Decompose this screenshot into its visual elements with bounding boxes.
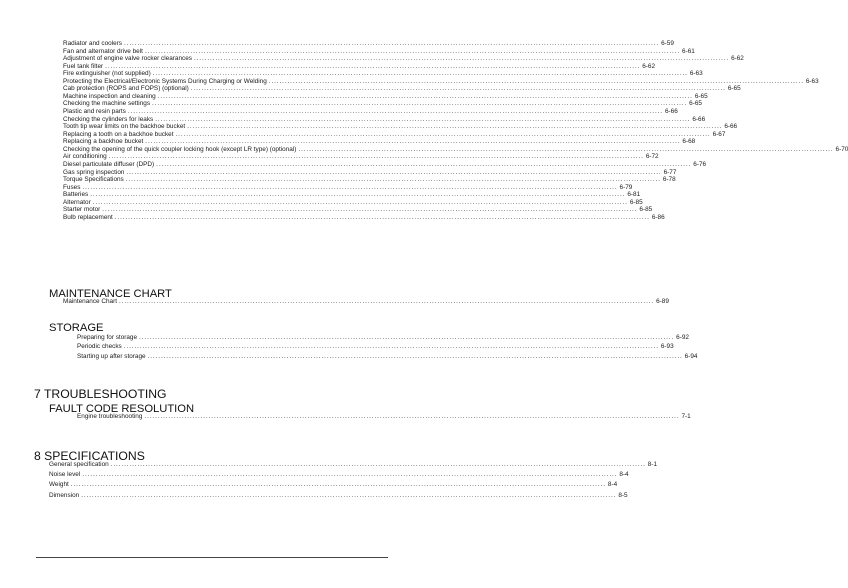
toc-entry[interactable] (49, 481, 618, 489)
toc-leader: ........................................................................................................................................................................................................ (190, 85, 726, 93)
toc-leader: ........................................................................................................................................................................................................ (152, 70, 688, 78)
toc-entry-page: 6-59 (661, 40, 674, 47)
toc-entry-title: Checking the cylinders for leaks (63, 115, 154, 123)
toc-leader: ........................................................................................................................................................................................................ (268, 77, 804, 85)
toc-entry-page: 6-85 (629, 198, 643, 206)
toc-entry[interactable] (49, 461, 658, 469)
section-heading-fault-code-resolution: FAULT CODE RESOLUTION (49, 403, 195, 415)
toc-entry-title: Starting up after storage (77, 352, 146, 360)
toc-leader: ........................................................................................................................................................................................................ (82, 183, 618, 191)
toc-leader: ........................................................................................................................................................................................................ (123, 343, 659, 351)
toc-entry-title: Fuel tank filter (63, 62, 104, 70)
toc-entry-title: Diesel particulate diffuser (DPD) (63, 160, 155, 168)
toc-entry-title: Dimension (49, 491, 80, 499)
toc-entry[interactable] (77, 343, 674, 351)
toc-entry-title: Weight (49, 481, 69, 489)
toc-entry-title: Fan and alternator drive belt (63, 47, 143, 55)
chapter-heading-7: 7 TROUBLESHOOTING (34, 387, 167, 401)
toc-entry-page: 8-1 (647, 461, 658, 468)
toc-entry-page: 6-65 (689, 100, 702, 108)
toc-entry-title: Batteries (63, 191, 89, 199)
toc-entry-page: 6-93 (660, 343, 674, 351)
toc-leader: ........................................................................................................................................................................................................ (110, 461, 646, 468)
toc-entry-title: Replacing a backhoe bucket (63, 138, 144, 146)
toc-entry[interactable] (63, 213, 665, 222)
toc-entry[interactable] (49, 491, 628, 500)
toc-entry-page: 6-65 (727, 85, 741, 93)
toc-entry-title: Starter motor (63, 206, 101, 214)
toc-entry-title: Replacing a tooth on a backhoe bucket (63, 130, 174, 138)
toc-entry-page: 6-94 (684, 352, 698, 360)
toc-entry-page: 6-66 (724, 123, 738, 131)
toc-entry-page: 6-76 (693, 160, 707, 168)
toc-leader: ........................................................................................................................................................................................................ (139, 334, 675, 341)
toc-entry-title: Air conditioning (63, 153, 107, 161)
toc-leader: ........................................................................................................................................................................................................ (157, 92, 693, 100)
toc-entry-page: 6-86 (651, 213, 665, 221)
footer-rule (36, 557, 388, 558)
toc-entry-title: Preparing for storage (77, 334, 138, 341)
toc-entry-page: 8-4 (607, 481, 618, 489)
toc-entry-title: Protecting the Electrical/Electronic Systems During Charging or Welding (63, 77, 267, 85)
toc-entry-page: 7-1 (681, 413, 691, 420)
toc-entry[interactable] (63, 298, 669, 306)
toc-entry-page: 6-77 (663, 168, 677, 176)
toc-leader: ........................................................................................................................................................................................................ (119, 298, 655, 305)
toc-leader: ........................................................................................................................................................................................................ (102, 206, 638, 214)
toc-entry-title: Adjustment of engine valve rocker clearances (63, 55, 192, 63)
toc-leader: ........................................................................................................................................................................................................ (298, 145, 834, 153)
toc-entry-page: 8-4 (619, 471, 629, 479)
toc-entry-title: Checking the opening of the quick coupler locking hook (except LR type) (optional) (63, 145, 297, 153)
toc-leader: ........................................................................................................................................................................................................ (82, 471, 618, 479)
toc-leader: ........................................................................................................................................................................................................ (105, 62, 641, 70)
toc-entry-page: 6-62 (731, 55, 744, 63)
toc-leader: ........................................................................................................................................................................................................ (108, 153, 644, 161)
toc-entry-page: 6-63 (689, 70, 703, 78)
toc-entry-page: 6-79 (619, 183, 633, 191)
toc-leader: ........................................................................................................................................................................................................ (90, 191, 626, 199)
toc-entry[interactable] (77, 413, 691, 421)
toc-leader: ........................................................................................................................................................................................................ (152, 100, 688, 108)
toc-entry-title: Bulb replacement (63, 213, 113, 221)
toc-leader: ........................................................................................................................................................................................................ (125, 176, 661, 184)
toc-entry-page: 6-62 (642, 62, 656, 70)
toc-leader: ........................................................................................................................................................................................................ (175, 130, 711, 138)
toc-entry-title: Machine inspection and cleaning (63, 92, 156, 100)
toc-entry-title: Alternator (63, 198, 91, 206)
toc-leader: ........................................................................................................................................................................................................ (193, 55, 730, 63)
toc-entry-title: Maintenance Chart (63, 298, 117, 305)
toc-entry-page: 6-65 (694, 92, 708, 100)
toc-leader: ........................................................................................................................................................................................................ (81, 491, 617, 499)
section-heading-storage: STORAGE (49, 322, 104, 334)
toc-entry-page: 6-72 (645, 153, 659, 161)
toc-entry-title: Plastic and resin parts (63, 108, 126, 116)
toc-entry-page: 6-92 (676, 334, 689, 341)
toc-leader: ........................................................................................................................................................................................................ (114, 213, 650, 221)
toc-entry-title: Checking the machine settings (63, 100, 151, 108)
toc-entry-title: Periodic checks (77, 343, 122, 351)
toc-entry-page: 6-67 (712, 130, 726, 138)
toc-leader: ........................................................................................................................................................................................................ (155, 115, 691, 123)
toc-entry[interactable] (77, 352, 698, 361)
toc-entry-page: 6-85 (639, 206, 653, 214)
toc-entry-title: Cab protection (ROPS and FOPS) (optional) (63, 85, 189, 93)
toc-entry-title: Torque Specifications (63, 176, 124, 184)
toc-leader: ........................................................................................................................................................................................................ (145, 138, 681, 146)
toc-entry-title: Radiator and coolers (63, 40, 122, 47)
toc-entry-title: Noise level (49, 471, 81, 479)
toc-entry-title: Gas spring inspection (63, 168, 125, 176)
toc-leader: ........................................................................................................................................................................................................ (144, 47, 681, 55)
toc-leader: ........................................................................................................................................................................................................ (144, 413, 680, 420)
toc-entry-page: 6-78 (662, 176, 676, 184)
toc-entry-title: Fuses (63, 183, 81, 191)
toc-leader: ........................................................................................................................................................................................................ (156, 160, 692, 168)
section-heading-maintenance-chart: MAINTENANCE CHART (49, 288, 172, 300)
toc-entry-page: 6-66 (664, 108, 678, 116)
toc-entry-page: 6-63 (805, 77, 819, 85)
toc-leader: ........................................................................................................................................................................................................ (123, 40, 660, 47)
toc-leader: ........................................................................................................................................................................................................ (127, 108, 663, 116)
toc-entry-page: 6-70 (835, 145, 848, 153)
toc-leader: ........................................................................................................................................................................................................ (147, 352, 683, 360)
toc-leader: ........................................................................................................................................................................................................ (187, 123, 723, 131)
toc-entry-page: 6-66 (692, 115, 706, 123)
toc-entry-page: 6-61 (682, 47, 695, 55)
toc-leader: ........................................................................................................................................................................................................ (126, 168, 662, 176)
toc-entry-page: 6-81 (627, 191, 641, 199)
toc-entry[interactable] (49, 471, 629, 479)
toc-entry-page: 6-68 (682, 138, 696, 146)
toc-leader: ........................................................................................................................................................................................................ (70, 481, 606, 489)
toc-entry-title: Engine troubleshooting (77, 413, 143, 420)
toc-entry-page: 6-89 (656, 298, 669, 305)
toc-entry-title: Tooth tip wear limits on the backhoe bucket (63, 123, 186, 131)
toc-entry-title: Fire extinguisher (not supplied) (63, 70, 151, 78)
toc-entry[interactable] (77, 334, 689, 342)
toc-leader: ........................................................................................................................................................................................................ (92, 198, 628, 206)
toc-entry-title: General specification (49, 461, 109, 468)
toc-entry-page: 8-5 (618, 491, 628, 499)
chapter-heading-8: 8 SPECIFICATIONS (34, 449, 145, 463)
